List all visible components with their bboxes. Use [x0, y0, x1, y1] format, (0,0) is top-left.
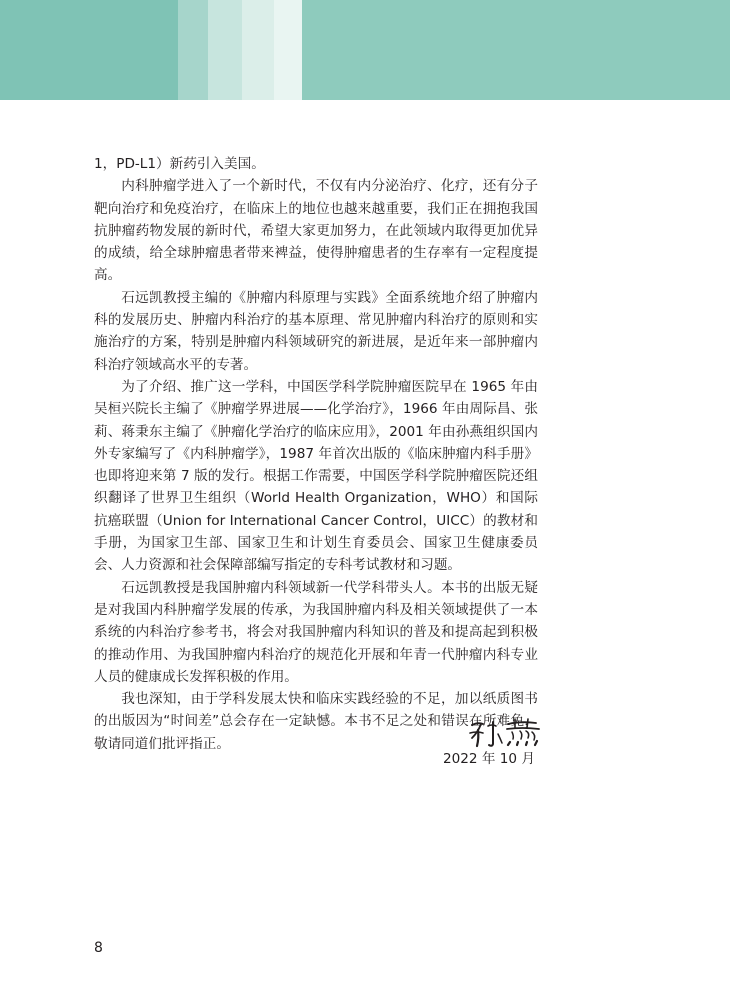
paragraph: 我也深知，由于学科发展太快和临床实践经验的不足，加以纸质图书的出版因为“时间差”总会存在一定缺憾。本书不足之处和错误在所难免，敬请同道们批评指正。: [94, 691, 538, 752]
paragraph: 为了介绍、推广这一学科，中国医学科学院肿瘤医院早在 1965 年由吴桓兴院长主编了《肿瘤学界进展——化学治疗》，1966 年由周际昌、张莉、蒋秉东主编了《肿瘤化学治疗的临床应用》，2001 年由孙燕组织国内外专家编写了《内科肿瘤学》，1987 年首次出版的《临床肿瘤内科手册》也即将迎来第 7 版的发行。根据工作需要，中国医学科学院肿瘤医院还组织翻译了世界卫生组织（World Health Organization，WHO）和国际抗癌联盟（Union for International Cancer Control，UICC）的教材和手册，为国家卫生部、国家卫生和计划生育委员会、国家卫生健康委员会、人力资源和社会保障部编写指定的专科考试教材和习题。: [94, 378, 538, 574]
paragraph: 内科肿瘤学进入了一个新时代，不仅有内分泌治疗、化疗，还有分子靶向治疗和免疫治疗，在临床上的地位也越来越重要，我们正在拥抱我国抗肿瘤药物发展的新时代，希望大家更加努力，在此领域内取得更加优异的成绩，给全球肿瘤患者带来裨益，使得肿瘤患者的生存率有一定程度提高。: [94, 178, 538, 284]
date: 2022 年 10 月: [442, 751, 535, 767]
header-band-segment: [302, 0, 730, 100]
header-band-segment: [178, 0, 208, 100]
header-band-segment: [274, 0, 302, 100]
header-band-segment: [0, 0, 178, 100]
header-band-segment: [208, 0, 242, 100]
handwritten-signature: [466, 716, 546, 750]
header-band-segment: [242, 0, 274, 100]
paragraph: 石远凯教授主编的《肿瘤内科原理与实践》全面系统地介绍了肿瘤内科的发展历史、肿瘤内科治疗的基本原理、常见肿瘤内科治疗的原则和实施治疗的方案，特别是肿瘤内科领域研究的新进展，是近年来一部肿瘤内科治疗领域高水平的专著。: [94, 289, 538, 373]
preface-body: [94, 153, 538, 755]
header-color-band: [0, 0, 730, 100]
paragraph: 石远凯教授是我国肿瘤内科领域新一代学科带头人。本书的出版无疑是对我国内科肿瘤学发展的传承，为我国肿瘤内科及相关领域提供了一本系统的内科治疗参考书，将会对我国肿瘤内科知识的普及和提高起到积极的推动作用、为我国肿瘤内科治疗的规范化开展和年青一代肿瘤内科专业人员的健康成长发挥积极的作用。: [94, 579, 538, 685]
page-number: 8: [94, 940, 103, 956]
paragraph: 1，PD-L1）新药引入美国。: [94, 156, 265, 172]
